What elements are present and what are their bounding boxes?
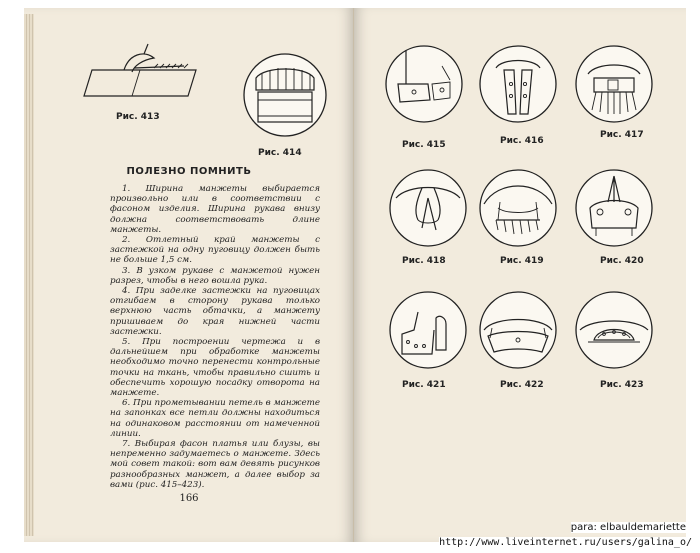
tip-paragraph: 5. При построении чертежа и в дальнейшем при обработке манжеты необходимо точно перенести контрольные точки на ткань, чтобы правильно сшить и обеспечить хорошую посадку отворота на манжете. <box>110 337 320 399</box>
tip-paragraph: 3. В узком рукаве с манжетой нужен разрез, чтобы в него вошла рука. <box>110 265 320 286</box>
figure-414-caption: Рис. 414 <box>258 148 302 158</box>
tip-paragraph: 2. Отлетный край манжеты с застежкой на одну пуговицу должен быть не больше 1,5 см. <box>110 235 320 266</box>
figure-422-caption: Рис. 422 <box>500 380 544 390</box>
figure-418-caption: Рис. 418 <box>402 256 446 266</box>
figure-423-illustration <box>574 290 654 370</box>
watermark-url: http://www.liveinternet.ru/users/galina_o/ <box>439 537 692 548</box>
tip-paragraph: 1. Ширина манжеты выбирается произвольно или в соответствии с фасоном изделия. Ширина рукава внизу должна соответствовать длине манжеты. <box>110 184 320 235</box>
figure-420-illustration <box>574 168 654 248</box>
watermark-credit: para: elbauldemariette <box>570 522 686 533</box>
figure-415-illustration <box>384 44 464 124</box>
figure-419-illustration <box>478 168 558 248</box>
figure-416-caption: Рис. 416 <box>500 136 544 146</box>
figure-414-illustration <box>242 52 328 138</box>
figure-415-caption: Рис. 415 <box>402 140 446 150</box>
figure-416-illustration <box>478 44 558 124</box>
tip-paragraph: 4. При заделке застежки на пуговицах отгибаем в сторону рукава только верхнюю часть обтачки, а манжету пришиваем до края нижней части застежки. <box>110 286 320 337</box>
page-edges <box>24 14 34 536</box>
tip-paragraph: 7. Выбирая фасон платья или блузы, вы непременно задумаетесь о манжете. Здесь мой совет такой: вот вам девять рисунков разнообразных манжет, а далее выбор за вами (рис. 415–423). <box>110 439 320 490</box>
figure-417-illustration <box>574 44 654 124</box>
figure-420-caption: Рис. 420 <box>600 256 644 266</box>
open-book <box>14 8 686 542</box>
figure-423-caption: Рис. 423 <box>600 380 644 390</box>
left-page <box>24 8 354 542</box>
section-heading: ПОЛЕЗНО ПОМНИТЬ <box>126 166 252 177</box>
figure-418-illustration <box>388 168 468 248</box>
figure-422-illustration <box>478 290 558 370</box>
tip-paragraph: 6. При прометывании петель в манжете на запонках все петли должны находиться на одинаковом расстоянии от намеченной линии. <box>110 398 320 439</box>
figure-421-caption: Рис. 421 <box>402 380 446 390</box>
figure-413-caption: Рис. 413 <box>116 112 160 122</box>
tips-text <box>110 184 320 490</box>
figure-421-illustration <box>388 290 468 370</box>
page-number: 166 <box>179 493 199 504</box>
figure-419-caption: Рис. 419 <box>500 256 544 266</box>
right-page <box>354 8 686 542</box>
figure-413-illustration <box>84 44 204 108</box>
figure-417-caption: Рис. 417 <box>600 130 644 140</box>
